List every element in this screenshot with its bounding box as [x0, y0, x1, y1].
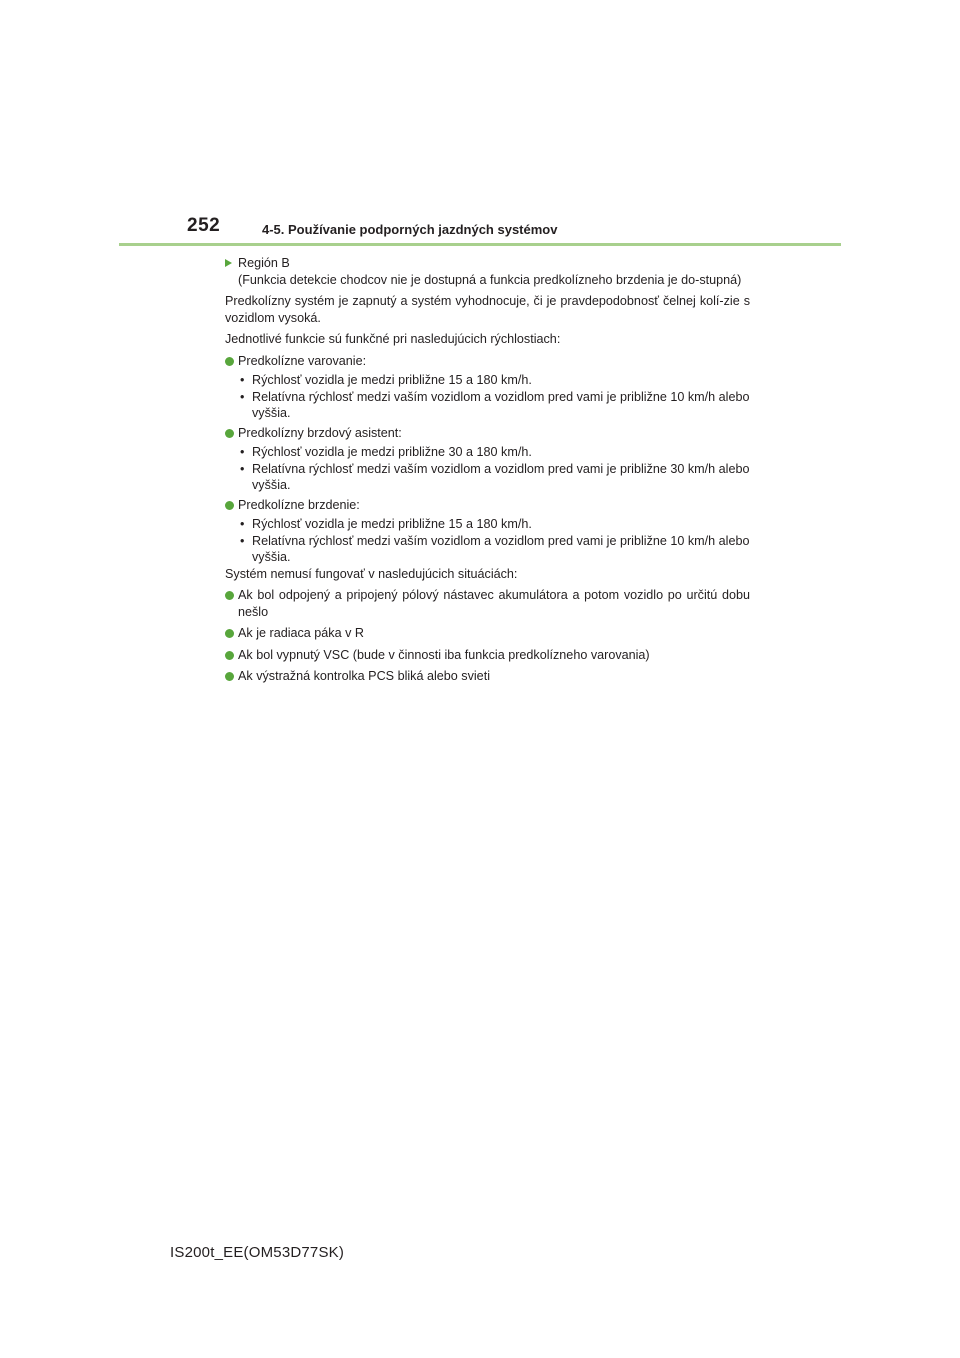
- situation-item: Ak výstražná kontrolka PCS bliká alebo svieti: [225, 668, 750, 685]
- list-item: • Relatívna rýchlosť medzi vaším vozidlom a vozidlom pred vami je približne 10 km/h alebo vyššia.: [238, 389, 750, 422]
- list-item: • Rýchlosť vozidla je medzi približne 15 a 180 km/h.: [238, 372, 750, 389]
- function-bullets: [225, 516, 750, 566]
- list-item: • Rýchlosť vozidla je medzi približne 15 a 180 km/h.: [238, 516, 750, 533]
- page-content: [225, 255, 750, 685]
- situations-intro: Systém nemusí fungovať v nasledujúcich situáciách:: [225, 566, 518, 581]
- circle-bullet-icon: [225, 501, 234, 510]
- circle-bullet-icon: [225, 629, 234, 638]
- page-header: [0, 0, 960, 250]
- header-rule: [119, 243, 841, 246]
- function-bullets: [225, 444, 750, 494]
- circle-bullet-icon: [225, 429, 234, 438]
- page-number: 252: [187, 215, 221, 236]
- intro-speeds: Jednotlivé funkcie sú funkčné pri nasledujúcich rýchlostiach:: [225, 332, 561, 346]
- list-item: • Rýchlosť vozidla je medzi približne 30 a 180 km/h.: [238, 444, 750, 461]
- circle-bullet-icon: [225, 651, 234, 660]
- circle-bullet-icon: [225, 591, 234, 600]
- situation-item: Ak bol odpojený a pripojený pólový nástavec akumulátora a potom vozidlo po určitú dobu nešlo: [225, 587, 750, 620]
- circle-bullet-icon: [225, 357, 234, 366]
- intro-paragraph: Predkolízny systém je zapnutý a systém vyhodnocuje, či je pravdepodobnosť čelnej kolí-zie s vozidlom vysoká.: [225, 294, 750, 325]
- document-code: IS200t_EE(OM53D77SK): [170, 1244, 345, 1261]
- function-title: Predkolízny brzdový asistent:: [225, 425, 750, 442]
- list-item: • Relatívna rýchlosť medzi vaším vozidlom a vozidlom pred vami je približne 30 km/h alebo vyššia.: [238, 461, 750, 494]
- triangle-bullet-icon: [225, 259, 232, 267]
- situation-item: Ak je radiaca páka v R: [225, 625, 750, 642]
- circle-bullet-icon: [225, 672, 234, 681]
- function-title: Predkolízne varovanie:: [225, 353, 750, 370]
- section-title: 4-5. Používanie podporných jazdných systémov: [262, 222, 558, 237]
- list-item: • Relatívna rýchlosť medzi vaším vozidlom a vozidlom pred vami je približne 10 km/h alebo vyššia.: [238, 533, 750, 566]
- situation-item: Ak bol vypnutý VSC (bude v činnosti iba funkcia predkolízneho varovania): [225, 647, 750, 664]
- function-bullets: [225, 372, 750, 422]
- region-note: (Funkcia detekcie chodcov nie je dostupná a funkcia predkolízneho brzdenia je do-stupná): [238, 272, 742, 287]
- function-title: Predkolízne brzdenie:: [225, 497, 750, 514]
- region-title: Región B: [225, 255, 750, 272]
